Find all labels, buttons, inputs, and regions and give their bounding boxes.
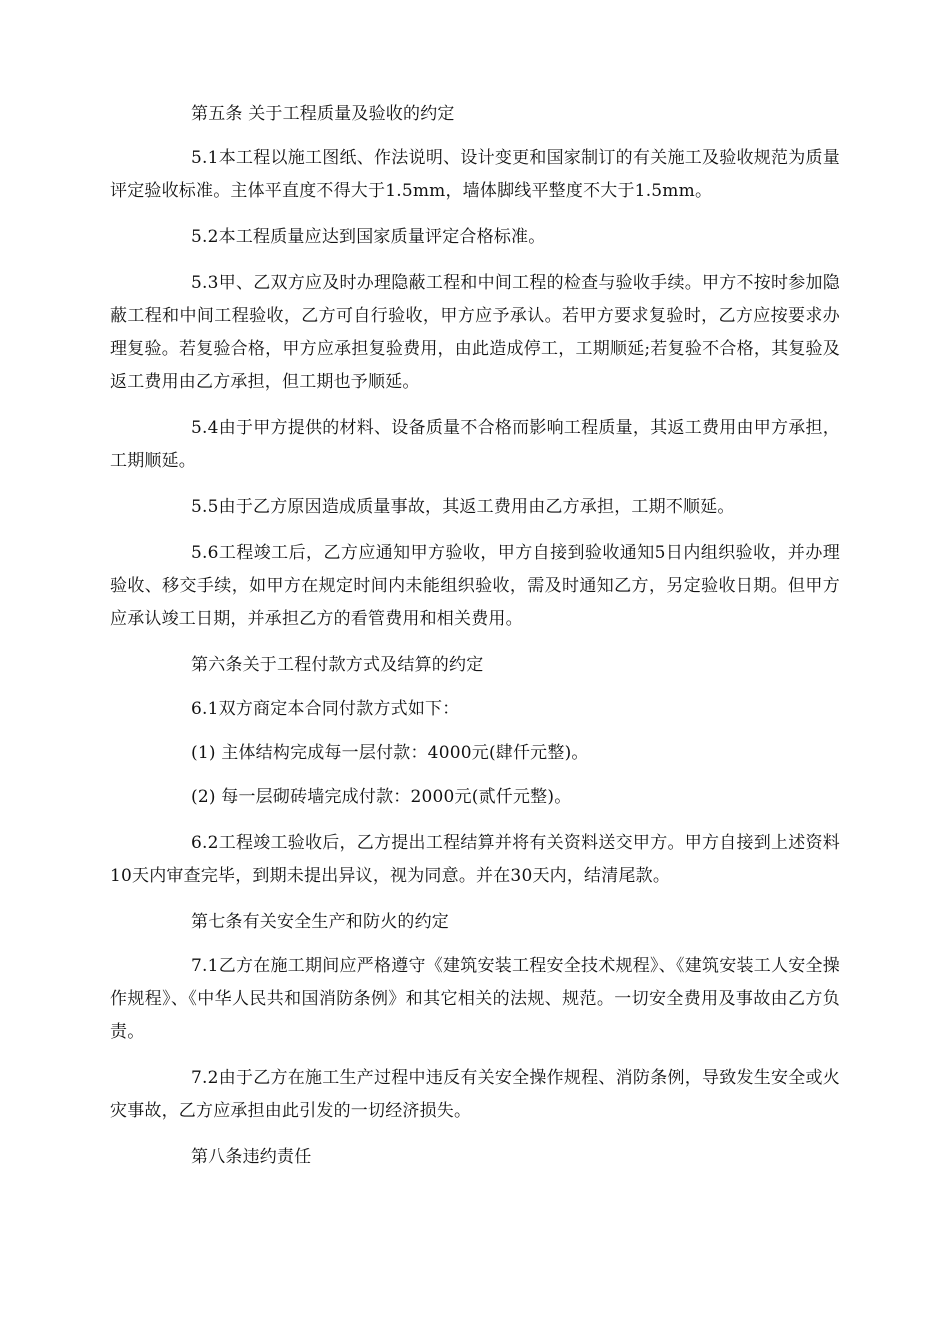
section-heading-6: 第六条关于工程付款方式及结算的约定 — [191, 655, 484, 675]
clause-6-2: 6.2工程竣工验收后，乙方提出工程结算并将有关资料送交甲方。甲方自接到上述资料10天内审查完毕，到期未提出异议，视为同意。并在30天内，结清尾款。 — [110, 833, 840, 886]
clause-6-1: 6.1双方商定本合同付款方式如下： — [191, 699, 460, 719]
clause-5-2: 5.2本工程质量应达到国家质量评定合格标准。 — [191, 227, 546, 247]
clause-5-3: 5.3甲、乙双方应及时办理隐蔽工程和中间工程的检查与验收手续。甲方不按时参加隐蔽工程和中间工程验收，乙方可自行验收，甲方应予承认。若甲方要求复验时，乙方应按要求办理复验。若复验合格，甲方应承担复验费用，由此造成停工，工期顺延;若复验不合格，其复验及返工费用由乙方承担，但工期也予顺延。 — [110, 273, 840, 392]
clause-7-2: 7.2由于乙方在施工生产过程中违反有关安全操作规程、消防条例，导致发生安全或火灾事故，乙方应承担由此引发的一切经济损失。 — [110, 1068, 840, 1121]
payment-item-2: (2) 每一层砌砖墙完成付款：2000元(贰仟元整)。 — [191, 787, 572, 807]
section-heading-8: 第八条违约责任 — [191, 1147, 312, 1167]
clause-5-5: 5.5由于乙方原因造成质量事故，其返工费用由乙方承担，工期不顺延。 — [191, 497, 735, 517]
clause-7-1: 7.1乙方在施工期间应严格遵守《建筑安装工程安全技术规程》、《建筑安装工人安全操作规程》、《中华人民共和国消防条例》和其它相关的法规、规范。一切安全费用及事故由乙方负责。 — [110, 956, 840, 1042]
payment-item-1: (1) 主体结构完成每一层付款：4000元(肆仟元整)。 — [191, 743, 589, 763]
clause-5-4: 5.4由于甲方提供的材料、设备质量不合格而影响工程质量，其返工费用由甲方承担，工期顺延。 — [110, 418, 840, 471]
section-heading-5: 第五条 关于工程质量及验收的约定 — [191, 104, 455, 124]
section-heading-7: 第七条有关安全生产和防火的约定 — [191, 912, 449, 932]
clause-5-6: 5.6工程竣工后，乙方应通知甲方验收，甲方自接到验收通知5日内组织验收，并办理验收、移交手续，如甲方在规定时间内未能组织验收，需及时通知乙方，另定验收日期。但甲方应承认竣工日期，并承担乙方的看管费用和相关费用。 — [110, 543, 840, 629]
clause-5-1: 5.1本工程以施工图纸、作法说明、设计变更和国家制订的有关施工及验收规范为质量评定验收标准。主体平直度不得大于1.5mm，墙体脚线平整度不大于1.5mm。 — [110, 148, 840, 201]
document-body — [110, 98, 840, 1174]
